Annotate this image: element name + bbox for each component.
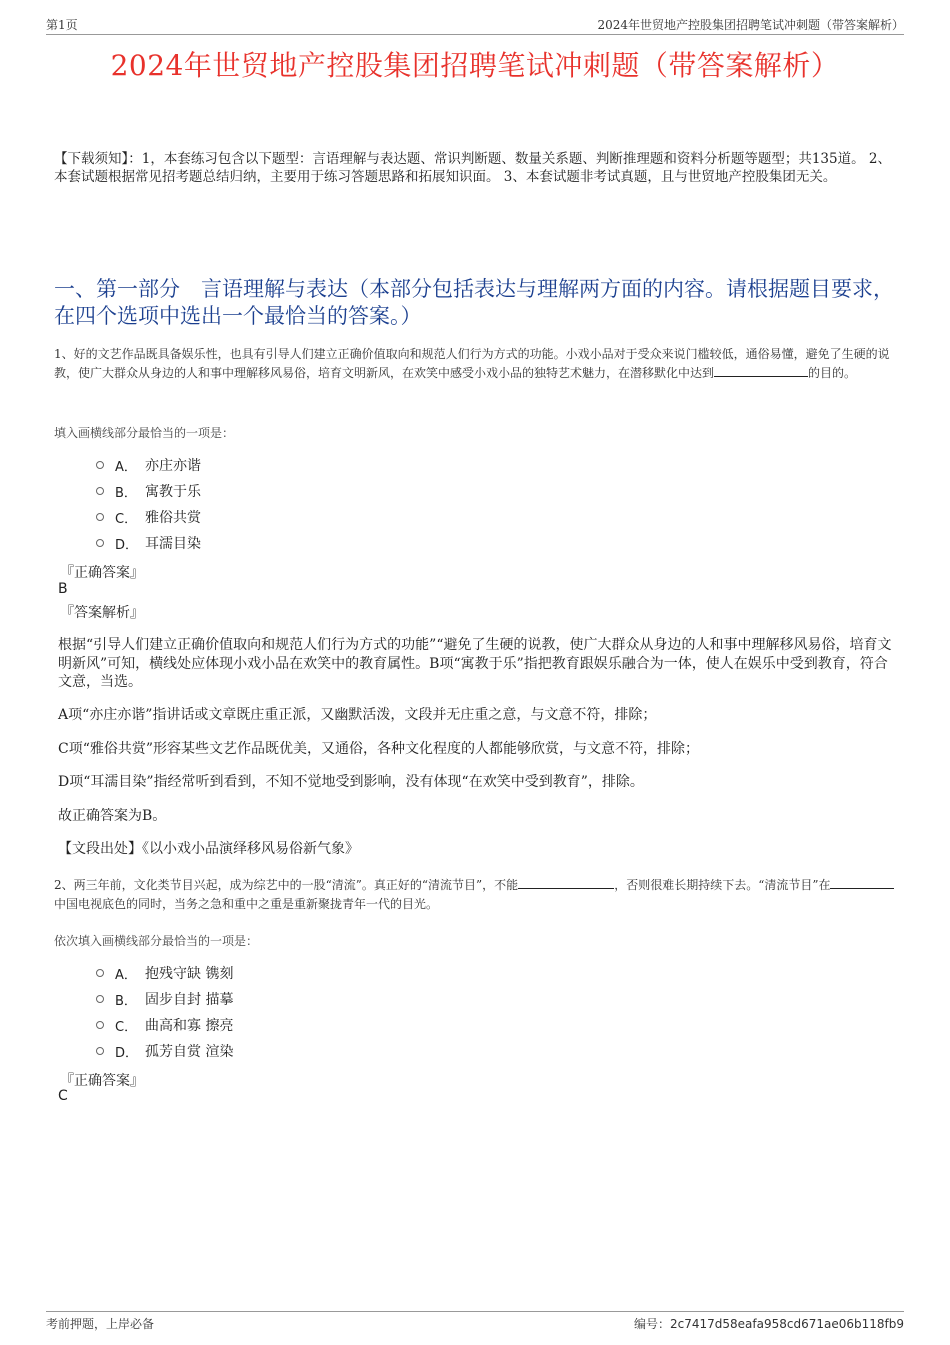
question-1-options [96,452,201,556]
analysis-label: 『答案解析』 [60,605,144,621]
answer-blank [714,365,808,377]
radio-button[interactable] [96,1047,104,1055]
option-b[interactable]: B． 寓教于乐 [96,478,201,504]
radio-button[interactable] [96,487,104,495]
option-c[interactable]: C． 雅俗共赏 [96,504,201,530]
correct-answer: B [58,581,68,597]
footer-slogan: 考前押题，上岸必备 [46,1317,155,1331]
question-2-stem-mid: ，否则很难长期持续下去。“清流节目”在 [614,878,831,892]
option-d[interactable]: D． 耳濡目染 [96,530,201,556]
correct-answer-label: 『正确答案』 [60,1073,144,1089]
download-notice: 【下载须知】：1，本套练习包含以下题型：言语理解与表达题、常识判断题、数量关系题、判断推理题和资料分析题等题型；共135道。 2、本套试题根据常见招考题总结归纳，主要用于练习答题思路和拓展知识面。 3、本套试题非考试真题，且与世贸地产控股集团无关。 [54,151,891,185]
option-b[interactable]: B． 固步自封 描摹 [96,986,233,1012]
page-number: 第1页 [46,18,78,32]
option-d[interactable]: D． 孤芳自赏 渲染 [96,1038,233,1064]
radio-button[interactable] [96,539,104,547]
analysis-conclusion: 故正确答案为B。 [58,808,167,824]
document-code: 2c7417d58eafa958cd671ae06b118fb9 [670,1317,904,1331]
question-1-text [54,345,896,383]
radio-button[interactable] [96,995,104,1003]
header-doc-title: 2024年世贸地产控股集团招聘笔试冲刺题（带答案解析） [597,18,904,32]
question-1-stem-end: 的目的。 [808,366,857,380]
radio-button[interactable] [96,969,104,977]
question-2-stem: 2、两三年前，文化类节目兴起，成为综艺中的一股“清流”。真正好的“清流节目”，不能 [54,878,519,892]
radio-button[interactable] [96,1021,104,1029]
question-2-options [96,960,233,1064]
option-a[interactable]: A． 抱残守缺 镌刻 [96,960,233,986]
question-1-prompt: 填入画横线部分最恰当的一项是： [54,426,235,440]
analysis-option-d: D项“耳濡目染”指经常听到看到，不知不觉地受到影响，没有体现“在欢笑中受到教育”，排除。 [58,774,644,790]
option-c[interactable]: C． 曲高和寡 擦亮 [96,1012,233,1038]
radio-button[interactable] [96,513,104,521]
analysis-option-a: A项“亦庄亦谐”指讲话或文章既庄重正派，又幽默活泼，文段并无庄重之意，与文意不符，排除； [58,707,657,723]
page-header [46,16,904,35]
source-citation: 【文段出处】《以小戏小品演绎移风易俗新气象》 [58,841,359,857]
analysis-option-c: C项“雅俗共赏”形容某些文艺作品既优美，又通俗，各种文化程度的人都能够欣赏，与文意不符，排除； [58,741,700,757]
question-2-prompt: 依次填入画横线部分最恰当的一项是： [54,934,259,948]
page-footer [46,1311,904,1334]
section-heading: 一、第一部分 言语理解与表达（本部分包括表达与理解两方面的内容。请根据题目要求，在四个选项中选出一个最恰当的答案。） [54,277,894,328]
correct-answer: C [58,1088,68,1104]
correct-answer-label: 『正确答案』 [60,565,144,581]
footer-code: 编号：2c7417d58eafa958cd671ae06b118fb9 [633,1317,904,1331]
analysis-paragraph: 根据“引导人们建立正确价值取向和规范人们行为方式的功能”“避免了生硬的说教，使广大群众从身边的人和事中理解移风易俗，培育文明新风”可知，横线处应体现小戏小品在欢笑中的教育属性。B项“寓教于乐”指把教育跟娱乐融合为一体，使人在娱乐中受到教育，符合文意，当选。 [58,637,892,690]
question-2-text [54,876,896,914]
answer-blank [518,877,614,889]
question-2-stem-end: 中国电视底色的同时，当务之急和重中之重是重新聚拢青年一代的目光。 [54,897,439,911]
document-title: 2024年世贸地产控股集团招聘笔试冲刺题（带答案解析） [110,49,840,82]
option-a[interactable]: A． 亦庄亦谐 [96,452,201,478]
radio-button[interactable] [96,461,104,469]
question-1-stem: 1、好的文艺作品既具备娱乐性，也具有引导人们建立正确价值取向和规范人们行为方式的功能。小戏小品对于受众来说门槛较低，通俗易懂，避免了生硬的说教，使广大群众从身边的人和事中理解移风易俗，培育文明新风，在欢笑中感受小戏小品的独特艺术魅力，在潜移默化中达到 [54,347,890,380]
answer-blank [830,877,894,889]
